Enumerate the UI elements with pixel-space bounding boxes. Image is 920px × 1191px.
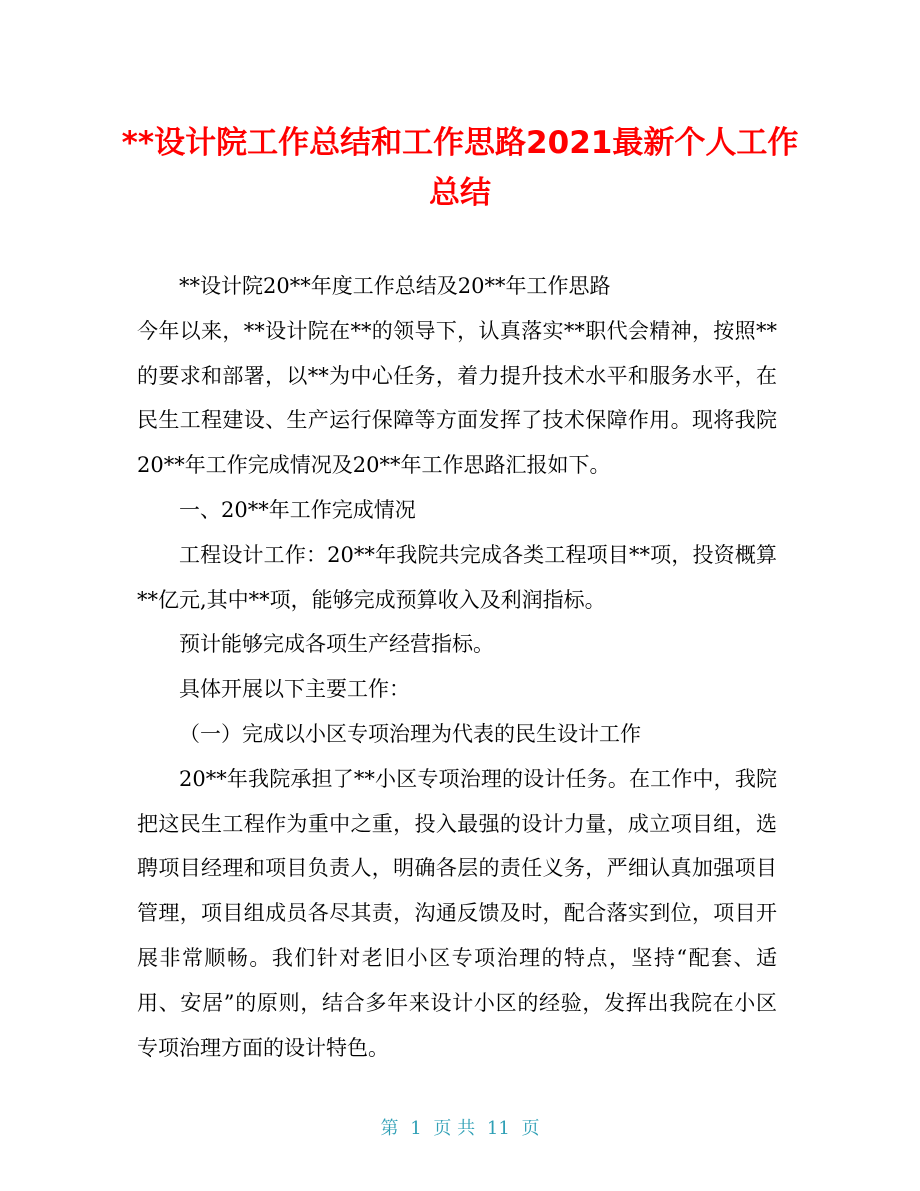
subsection-heading: （一）完成以小区专项治理为代表的民生设计工作	[179, 721, 641, 746]
current-page-number: 1	[410, 1118, 422, 1139]
document-body	[137, 264, 777, 1070]
body-paragraph: 20**年我院承担了**小区专项治理的设计任务。在工作中，我院把这民生工程作为重中之重，投入最强的设计力量，成立项目组，选聘项目经理和项目负责人，明确各层的责任义务，严细认真加强项目管理，项目组成员各尽其责，沟通反馈及时，配合落实到位，项目开展非常顺畅。我们针对老旧小区专项治理的特点，坚持“配套、适用、安居”的原则，结合多年来设计小区的经验，发挥出我院在小区专项治理方面的设计特色。	[137, 766, 777, 1060]
page-label-suffix: 页	[521, 1118, 540, 1139]
page-label-prefix: 第	[380, 1118, 399, 1139]
body-paragraph: 工程设计工作：20**年我院共完成各类工程项目**项，投资概算**亿元,其中**项，能够完成预算收入及利润指标。	[137, 542, 777, 612]
body-paragraph: 预计能够完成各项生产经营指标。	[179, 632, 494, 657]
body-paragraph: 今年以来，**设计院在**的领导下，认真落实**职代会精神，按照**的要求和部署，以**为中心任务，着力提升技术水平和服务水平，在民生工程建设、生产运行保障等方面发挥了技术保障作用。现将我院20**年工作完成情况及20**年工作思路汇报如下。	[137, 318, 777, 478]
body-paragraph: 具体开展以下主要工作：	[179, 677, 410, 702]
page-label-middle: 页 共	[433, 1118, 476, 1139]
total-pages-number: 11	[486, 1118, 510, 1139]
document-title: **设计院工作总结和工作思路2021最新个人工作总结	[121, 125, 799, 211]
section-heading: 一、20**年工作完成情况	[179, 497, 416, 522]
section-heading: **设计院20**年度工作总结及20**年工作思路	[179, 274, 611, 298]
page-footer	[0, 1114, 920, 1140]
